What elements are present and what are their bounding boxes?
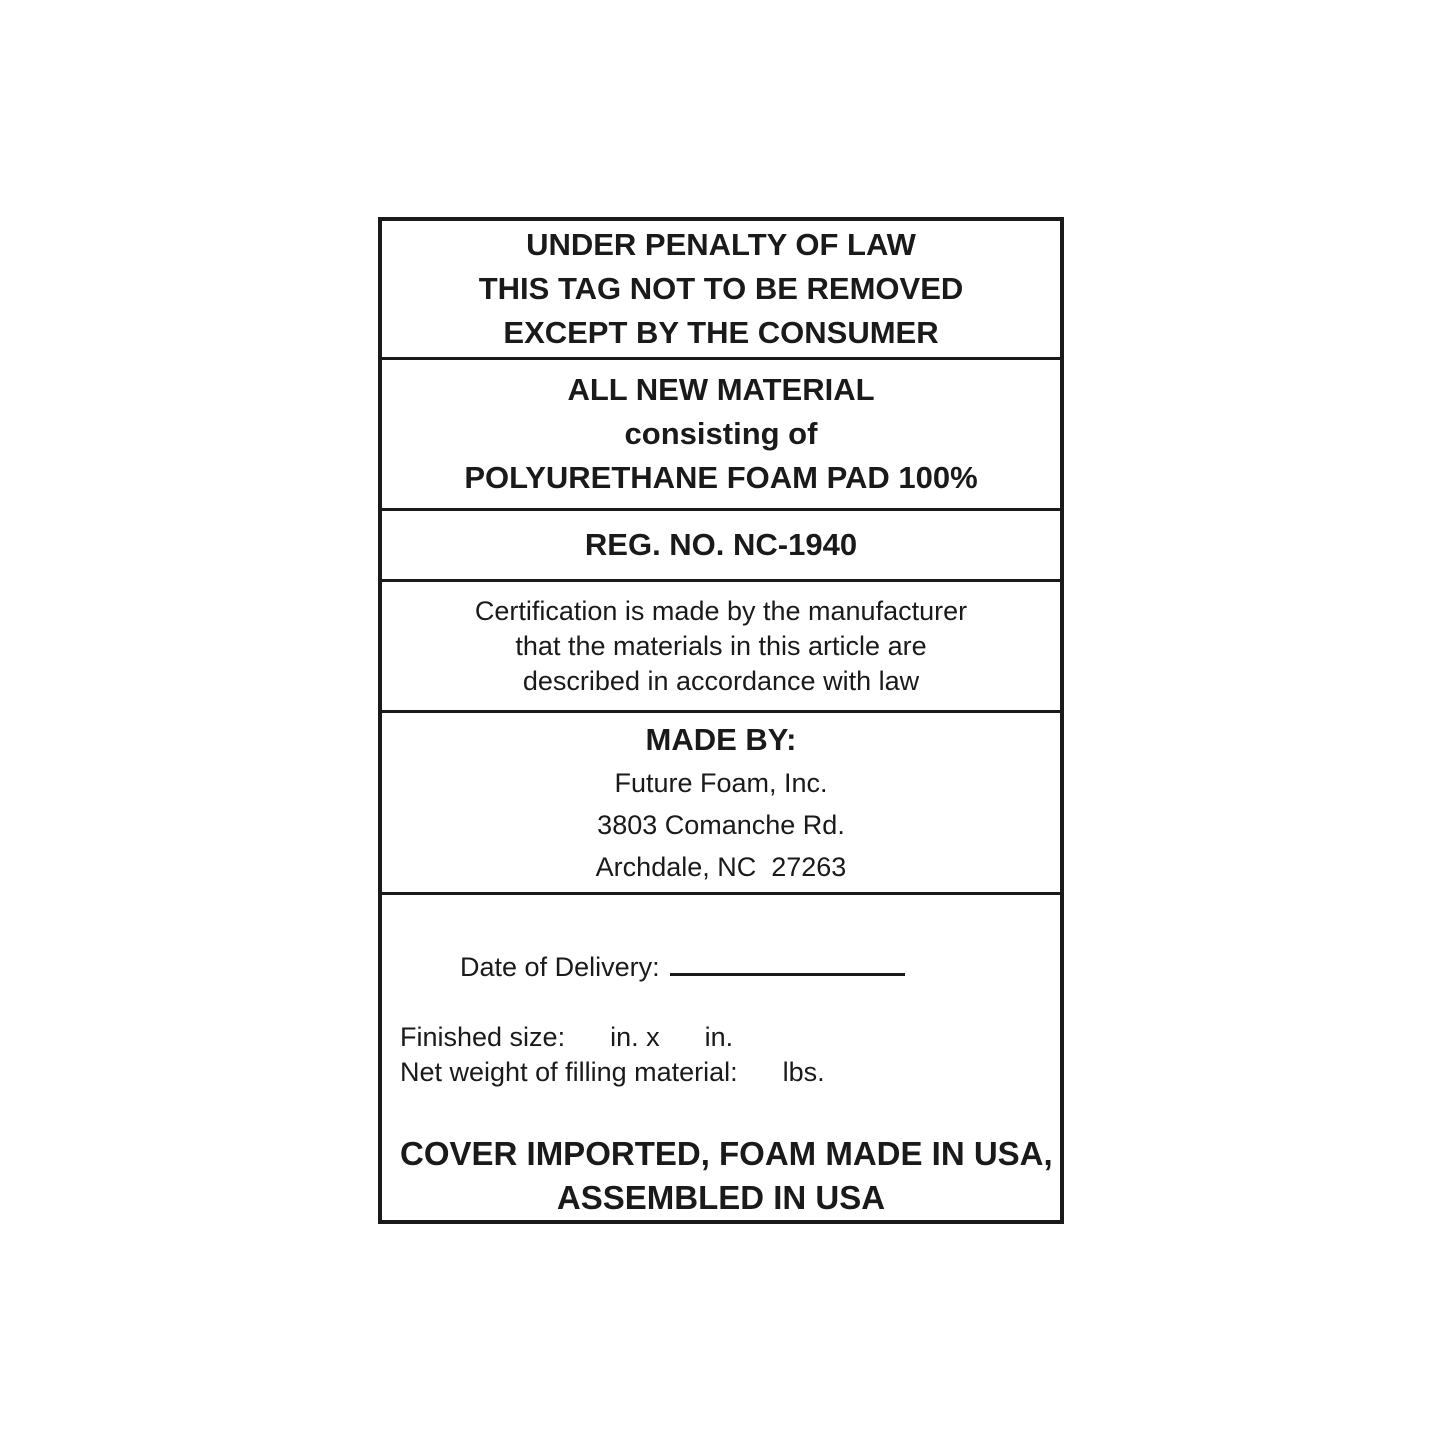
origin-statement [400,1132,1053,1220]
date-of-delivery-line [400,915,1042,1020]
finished-size-line: Finished size: in. x in. [400,1022,734,1052]
certification-line-2: that the materials in this article are [515,630,927,661]
origin-line-2: ASSEMBLED IN USA [556,1179,886,1216]
manufacturer-city-state-zip: Archdale, NC 27263 [595,851,847,882]
net-weight-line: Net weight of filling material: lbs. [400,1057,825,1087]
material-contents-section [382,360,1060,512]
certification-section [382,582,1060,713]
penalty-line-2: THIS TAG NOT TO BE REMOVED [478,270,964,306]
registration-number: REG. NO. NC-1940 [584,527,858,563]
penalty-line-3: EXCEPT BY THE CONSUMER [503,314,939,350]
registration-number-section [382,511,1060,582]
details-section [382,895,1060,1220]
made-by-section [382,713,1060,895]
law-label [378,217,1064,1224]
certification-line-1: Certification is made by the manufacturer [474,595,968,626]
date-of-delivery-blank [670,952,905,976]
origin-line-1: COVER IMPORTED, FOAM MADE IN USA, [400,1135,1053,1172]
manufacturer-street: 3803 Comanche Rd. [597,809,845,840]
date-of-delivery-label: Date of Delivery: [460,952,660,982]
material-line-3: POLYURETHANE FOAM PAD 100% [464,459,978,495]
manufacturer-name: Future Foam, Inc. [614,767,828,798]
certification-line-3: described in accordance with law [522,665,920,696]
material-line-1: ALL NEW MATERIAL [567,371,875,407]
penalty-line-1: UNDER PENALTY OF LAW [526,226,916,262]
made-by-heading: MADE BY: [645,721,797,757]
material-line-2: consisting of [624,415,818,451]
penalty-notice-section [382,221,1060,360]
